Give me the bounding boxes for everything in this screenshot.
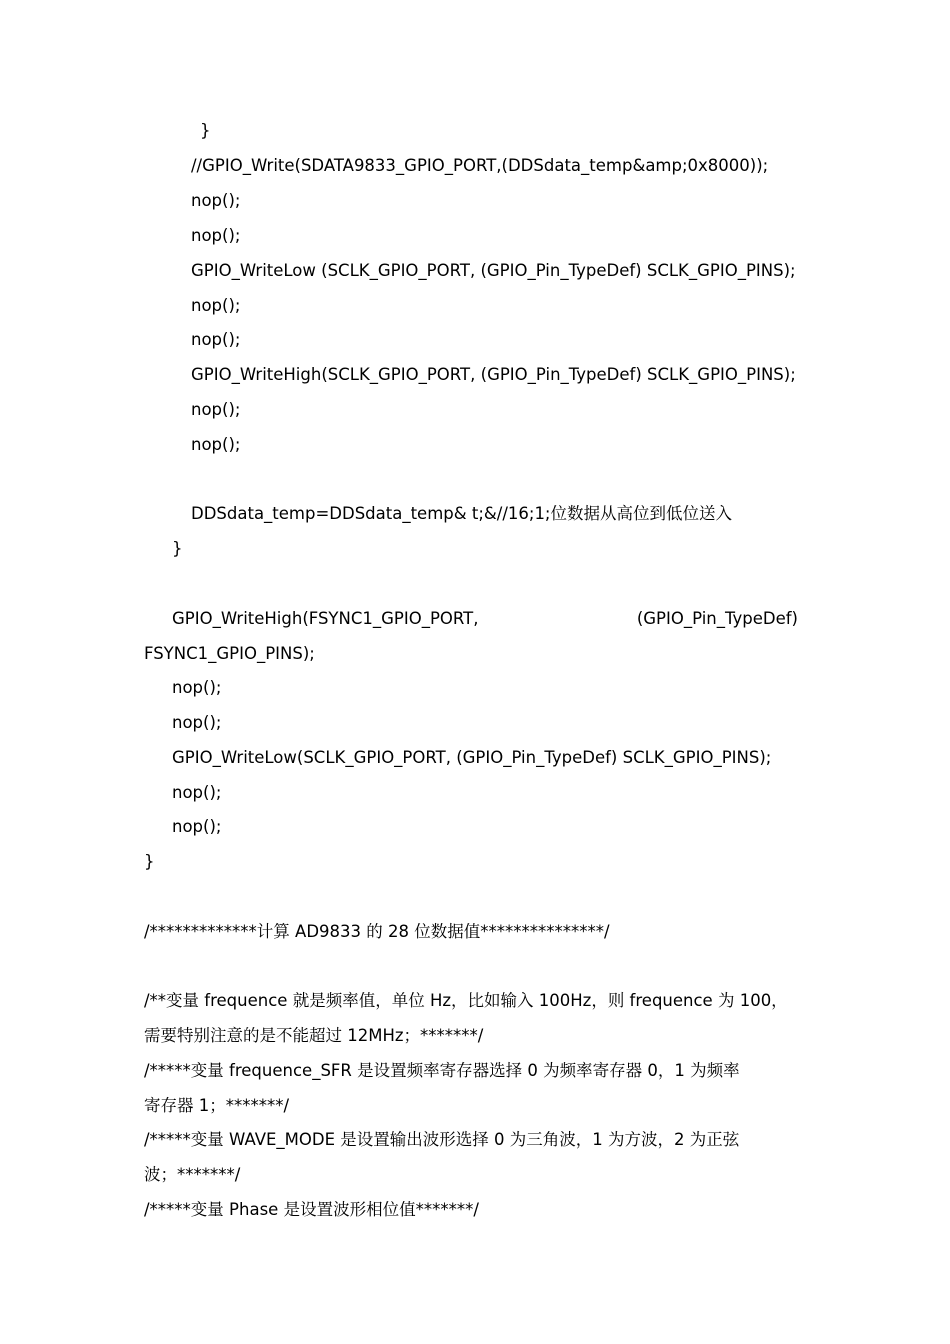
code-fragment: GPIO_WriteHigh(FSYNC1_GPIO_PORT, [172,609,479,628]
code-line-fsync-high [172,607,798,631]
comment-sfr-line: /*****变量 frequence_SFR 是设置频率寄存器选择 0 为频率寄存器 0，1 为频率 [144,1061,740,1080]
comment-wave-mode-line: /*****变量 WAVE_MODE 是设置输出波形选择 0 为三角波，1 为方波，2 为正弦 [144,1130,740,1149]
comment-frequence-line: /**变量 frequence 就是频率值，单位 Hz，比如输入 100Hz，则 frequence 为 100， [144,991,788,1010]
comment-calc-header: /*************计算 AD9833 的 28 位数据值***************/ [144,922,610,941]
code-line-shift-data: DDSdata_temp=DDSdata_temp& t;&//16;1;位数据从高位到低位送入 [191,504,732,523]
code-line-nop: nop(); [191,296,241,315]
code-line-gpio-write-comment: //GPIO_Write(SDATA9833_GPIO_PORT,(DDSdata_temp&amp;0x8000)); [191,156,769,175]
code-line-close-brace: } [144,852,155,871]
code-line-nop: nop(); [172,817,222,836]
code-line-fsync-high-cont: FSYNC1_GPIO_PINS); [144,644,315,663]
code-line-nop: nop(); [172,678,222,697]
code-fragment: (GPIO_Pin_TypeDef) [636,609,798,628]
comment-phase-line: /*****变量 Phase 是设置波形相位值*******/ [144,1200,479,1219]
comment-sfr-line: 寄存器 1；*******/ [144,1096,290,1115]
code-line-nop: nop(); [191,435,241,454]
comment-frequence-line: 需要特别注意的是不能超过 12MHz；*******/ [144,1026,484,1045]
code-line-nop: nop(); [191,226,241,245]
code-line-write-low-sclk: GPIO_WriteLow(SCLK_GPIO_PORT, (GPIO_Pin_TypeDef) SCLK_GPIO_PINS); [172,748,772,767]
comment-wave-mode-line: 波；*******/ [144,1165,241,1184]
code-line-nop: nop(); [191,400,241,419]
code-line-nop: nop(); [172,783,222,802]
code-line-write-high-sclk: GPIO_WriteHigh(SCLK_GPIO_PORT, (GPIO_Pin_TypeDef) SCLK_GPIO_PINS); [191,365,796,384]
code-line-nop: nop(); [172,713,222,732]
code-line-nop: nop(); [191,330,241,349]
code-line-close-brace: } [200,121,211,140]
code-line-write-low-sclk: GPIO_WriteLow (SCLK_GPIO_PORT, (GPIO_Pin_TypeDef) SCLK_GPIO_PINS); [191,261,796,280]
code-line-nop: nop(); [191,191,241,210]
code-line-close-brace: } [172,539,183,558]
